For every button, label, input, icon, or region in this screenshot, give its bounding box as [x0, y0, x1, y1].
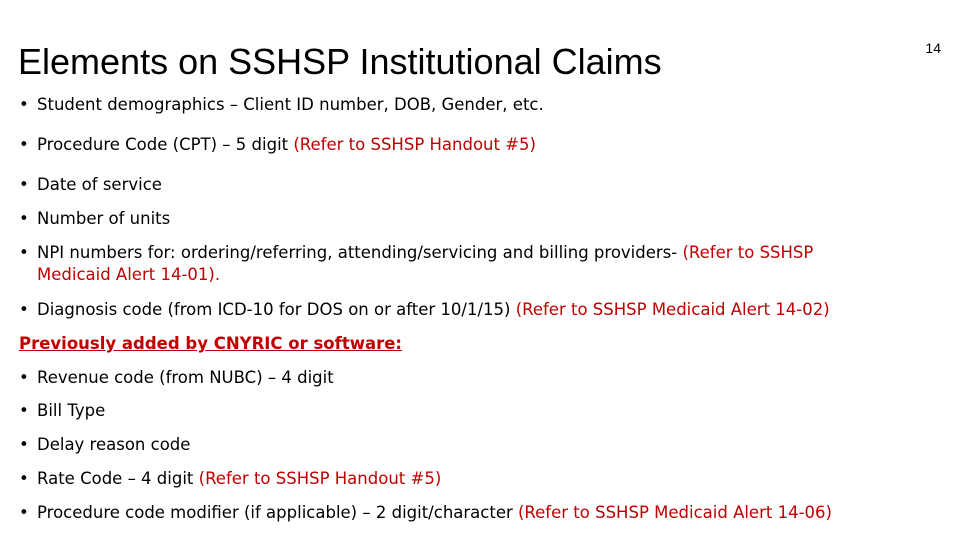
list-item: [0, 434, 960, 458]
list-item: [0, 400, 960, 424]
list-item: [0, 502, 960, 526]
item-text: Number of units: [37, 209, 171, 228]
bullet-icon: •: [19, 135, 29, 154]
list-item: [0, 208, 960, 232]
bullet-icon: •: [19, 401, 29, 420]
item-reference: (Refer to SSHSP Handout #5): [198, 469, 442, 488]
list-item: [0, 242, 960, 288]
bullet-icon: •: [19, 503, 29, 522]
bullet-icon: •: [19, 300, 29, 319]
list-item: [0, 174, 960, 198]
list-item: [0, 94, 960, 118]
list-item: [0, 134, 960, 158]
bullet-icon: •: [19, 209, 29, 228]
bullet-icon: •: [19, 469, 29, 488]
item-text: Bill Type: [37, 401, 106, 420]
bullet-icon: •: [19, 435, 29, 454]
item-text: Diagnosis code (from ICD-10 for DOS on or after 10/1/15): [37, 300, 516, 319]
page-number: 14: [925, 40, 941, 56]
item-text: Delay reason code: [37, 435, 191, 454]
item-text: NPI numbers for: ordering/referring, attending/servicing and billing providers-: [37, 243, 683, 262]
list-item: [0, 468, 960, 492]
subheading: Previously added by CNYRIC or software:: [19, 334, 403, 353]
list-item: [0, 367, 960, 391]
bullet-icon: •: [19, 95, 29, 114]
bullet-icon: •: [19, 368, 29, 387]
item-text: Student demographics – Client ID number, DOB, Gender, etc.: [37, 95, 544, 114]
item-reference: (Refer to SSHSP: [682, 243, 814, 262]
slide-title: Elements on SSHSP Institutional Claims: [18, 41, 662, 82]
item-reference: (Refer to SSHSP Medicaid Alert 14-06): [518, 503, 832, 522]
bullet-icon: •: [19, 175, 29, 194]
item-text: Rate Code – 4 digit: [37, 469, 199, 488]
item-reference: (Refer to SSHSP Handout #5): [293, 135, 536, 154]
item-text: Date of service: [37, 175, 162, 194]
item-text: Revenue code (from NUBC) – 4 digit: [37, 368, 334, 387]
item-reference-continued: Medicaid Alert 14-01).: [37, 265, 221, 284]
bullet-icon: •: [19, 243, 29, 262]
list-item: [0, 299, 960, 323]
item-reference: (Refer to SSHSP Medicaid Alert 14-02): [515, 300, 830, 319]
item-text: Procedure Code (CPT) – 5 digit: [37, 135, 294, 154]
item-text: Procedure code modifier (if applicable) – 2 digit/character: [37, 503, 518, 522]
